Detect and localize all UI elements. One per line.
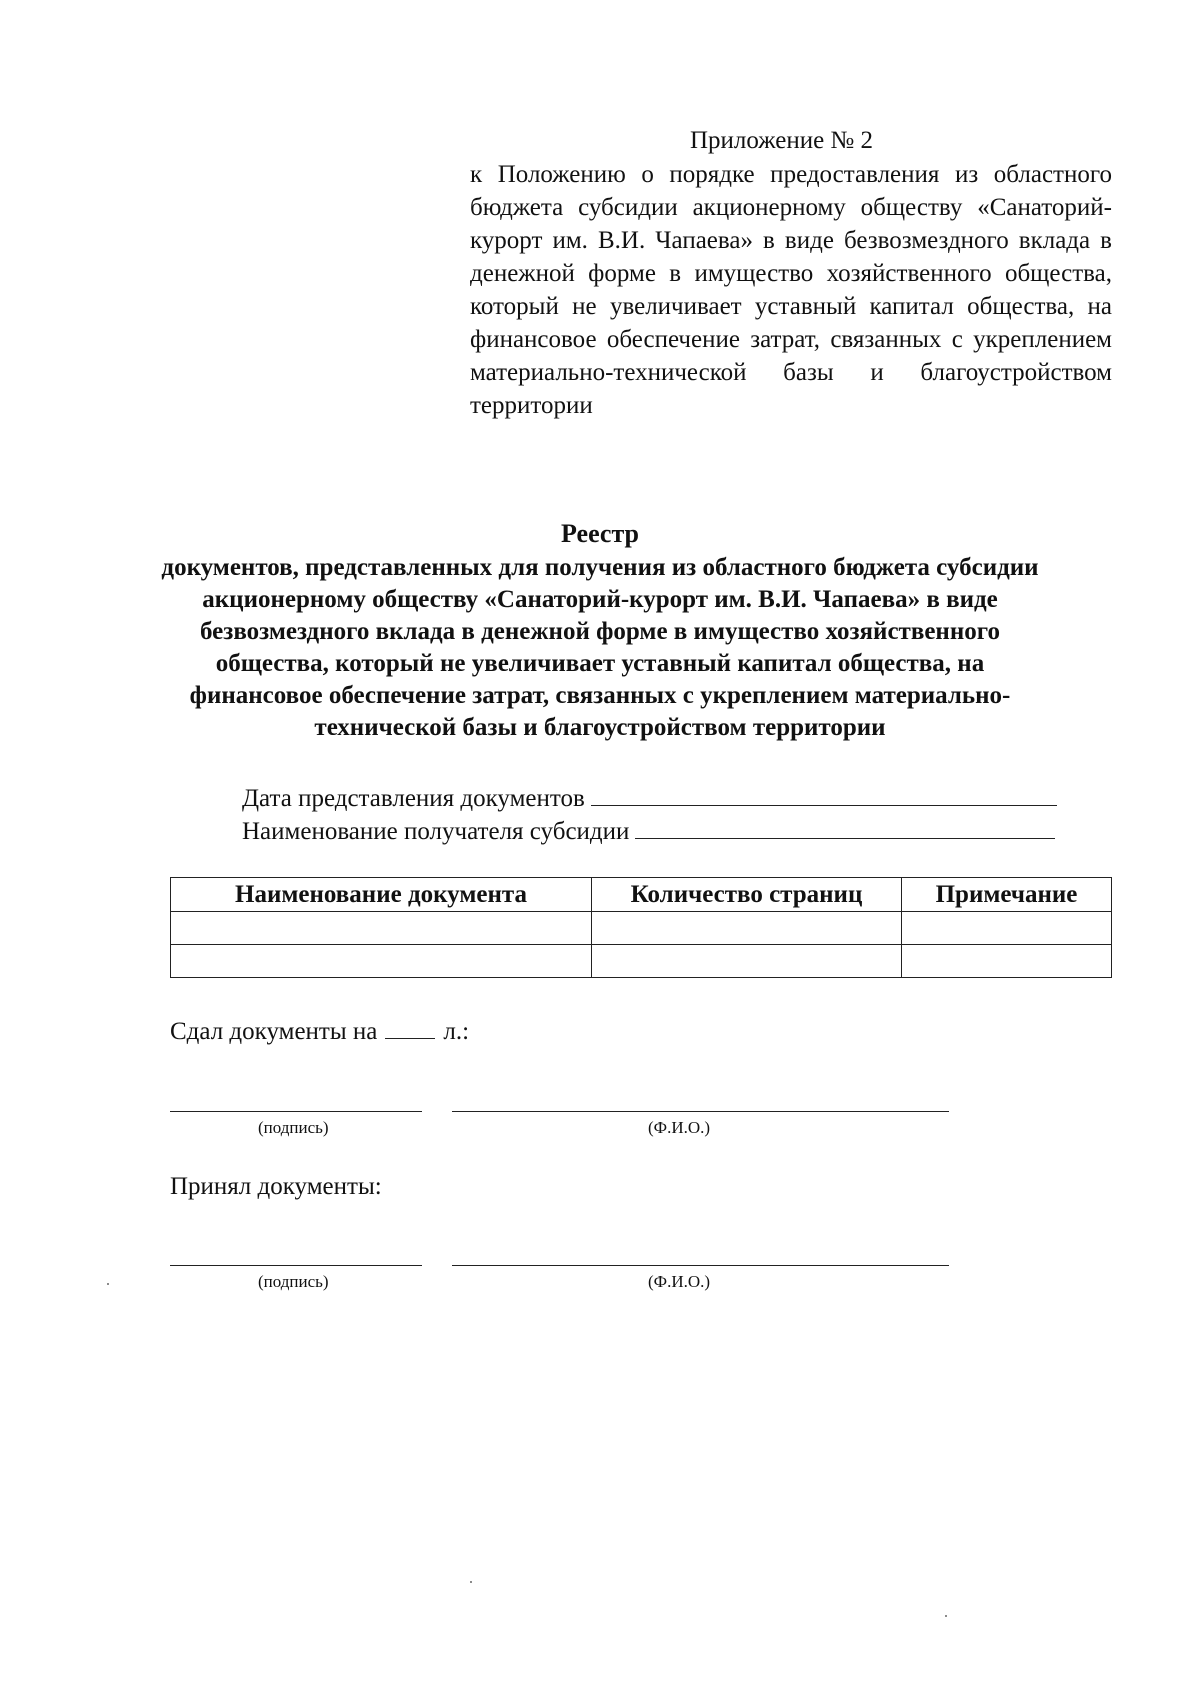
handover-name-line: [452, 1111, 949, 1112]
registry-title: Реестр: [560, 519, 640, 548]
submission-date-label: Дата представления документов: [242, 785, 585, 812]
table-cell: [592, 945, 902, 978]
receipt-signature-caption: (подпись): [258, 1272, 329, 1291]
table-row: [171, 912, 1112, 945]
scan-speck: [107, 1283, 109, 1285]
recipient-name-label: Наименование получателя субсидии: [242, 818, 630, 845]
receipt-signature-line: [170, 1265, 422, 1266]
table-header-row: [171, 878, 1112, 912]
scan-speck: [945, 1615, 947, 1617]
header-note: Примечание: [902, 878, 1112, 912]
recipient-name-blank: [635, 816, 1055, 839]
table-cell: [592, 912, 902, 945]
handover-line: [170, 1016, 469, 1047]
handover-suffix: л.:: [443, 1018, 470, 1045]
table-cell: [171, 912, 592, 945]
annex-reference-text: к Положению о порядке предоставления из областного бюджета субсидии акционерному обществу «Санаторий-курорт им. В.И. Чапаева» в виде безвозмездного вклада в денежной форме в имущество хозяйственного общества, который не увеличивает уставный капитал общества, на финансовое обеспечение затрат, связанных с укреплением материально-технической базы и благоустройством территории: [470, 161, 1112, 419]
handover-signature-caption: (подпись): [258, 1118, 329, 1137]
header-page-count: Количество страниц: [592, 878, 902, 912]
scan-speck: [470, 1581, 472, 1583]
table-cell: [171, 945, 592, 978]
receipt-name-caption: (Ф.И.О.): [648, 1272, 711, 1291]
recipient-name-field: [242, 816, 1055, 847]
receipt-label: Принял документы:: [170, 1173, 382, 1200]
annex-title: Приложение № 2: [690, 127, 874, 154]
table-row: [171, 945, 1112, 978]
documents-table: [170, 877, 1112, 978]
table-cell: [902, 912, 1112, 945]
registry-heading: [150, 518, 1050, 744]
handover-signature-line: [170, 1111, 422, 1112]
submission-date-blank: [591, 783, 1057, 806]
handover-prefix: Сдал документы на: [170, 1018, 378, 1045]
header-document-name: Наименование документа: [171, 878, 592, 912]
receipt-name-line: [452, 1265, 949, 1266]
page-count-blank: [385, 1016, 435, 1039]
registry-subtitle: документов, представленных для получения из областного бюджета субсидии акционерному обществу «Санаторий-курорт им. В.И. Чапаева» в виде безвозмездного вклада в денежной форме в имущество хозяйственного общества, который не увеличивает уставный капитал общества, на финансовое обеспечение затрат, связанных с укреплением материально-технической базы и благоустройством территории: [161, 554, 1039, 741]
table-cell: [902, 945, 1112, 978]
handover-name-caption: (Ф.И.О.): [648, 1118, 711, 1137]
submission-date-field: [242, 783, 1057, 814]
